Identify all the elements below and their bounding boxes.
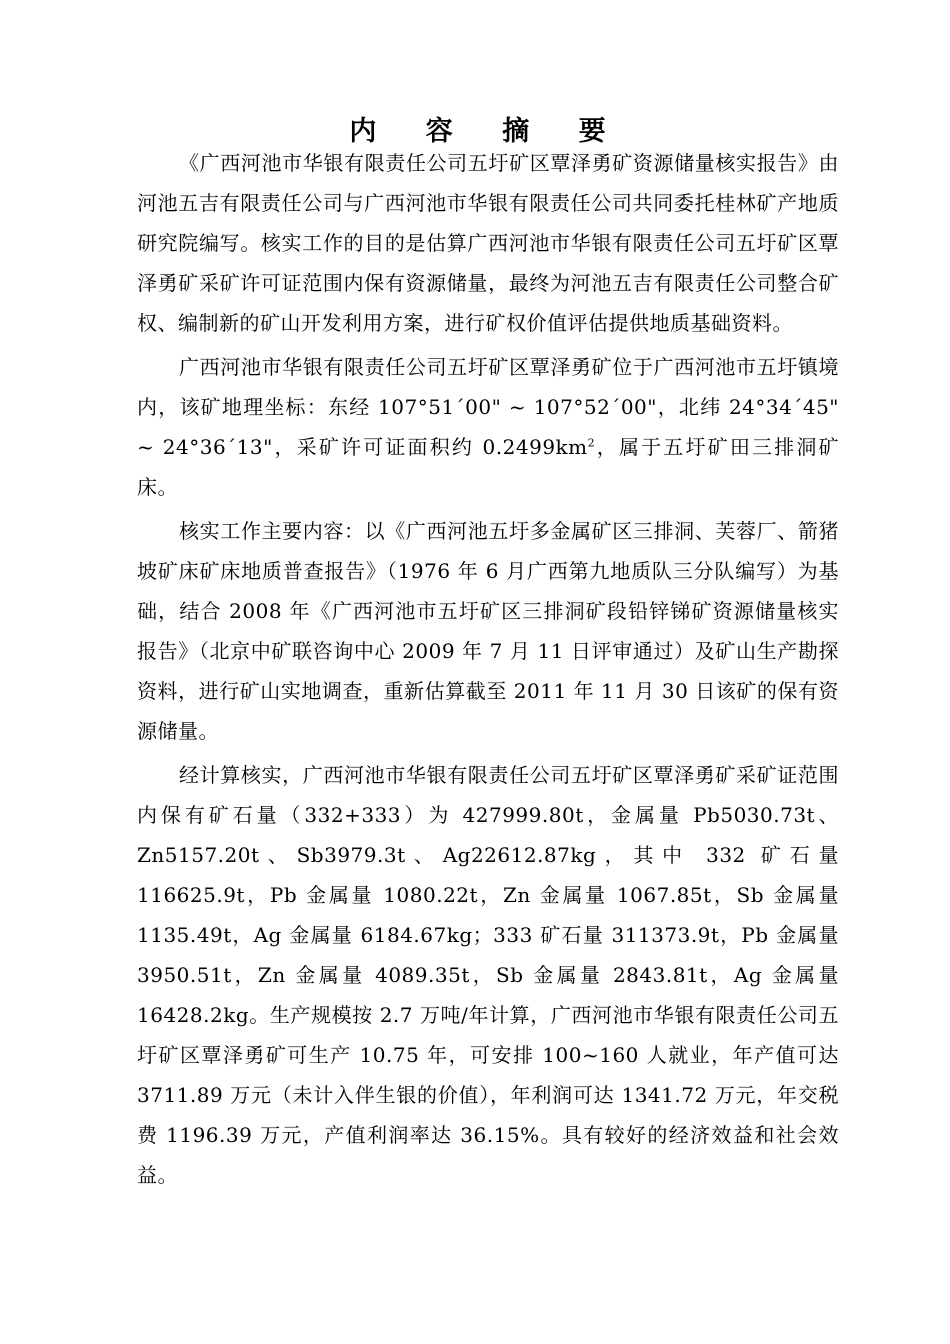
page-title: 内 容 摘 要 <box>349 116 626 147</box>
area-unit-superscript: 2 <box>587 436 596 450</box>
location-text: 广西河池市华银有限责任公司五圩矿区覃泽勇矿位于广西河池市五圩镇境内，该矿地理坐标：东经 107°51´00" ~ 107°52´00"，北纬 24°34´45" ~ 24°36´13"，采矿许可证面积约 0.2499km <box>137 355 839 459</box>
paragraph-report-purpose: 《广西河池市华银有限责任公司五圩矿区覃泽勇矿资源储量核实报告》由河池五吉有限责任公司与广西河池市华银有限责任公司共同委托桂林矿产地质研究院编写。核实工作的目的是估算广西河池市华银有限责任公司五圩矿区覃泽勇矿采矿许可证范围内保有资源储量，最终为河池五吉有限责任公司整合矿权、编制新的矿山开发利用方案，进行矿权价值评估提供地质基础资料。 <box>137 151 839 335</box>
paragraph-results: 经计算核实，广西河池市华银有限责任公司五圩矿区覃泽勇矿采矿证范围内保有矿石量（332+333）为 427999.80t，金属量 Pb5030.73t、Zn5157.20t、Sb3979.3t、Ag22612.87kg，其中 332 矿石量 116625.9t，Pb 金属量 1080.22t，Zn 金属量 1067.85t，Sb 金属量 1135.49t，Ag 金属量 6184.67kg；333 矿石量 311373.9t，Pb 金属量 3950.51t，Zn 金属量 4089.35t，Sb 金属量 2843.81t，Ag 金属量 16428.2kg。生产规模按 2.7 万吨/年计算，广西河池市华银有限责任公司五圩矿区覃泽勇矿可生产 10.75 年，可安排 100~160 人就业，年产值可达 3711.89 万元（未计入伴生银的价值），年利润可达 1341.72 万元，年交税费 1196.39 万元，产值利润率达 36.15%。具有较好的经济效益和社会效益。 <box>137 763 839 1187</box>
paragraph-location <box>137 347 839 507</box>
abstract-body <box>137 143 839 1195</box>
location-text-end: ，属于五圩矿田三排洞矿床。 <box>137 435 839 499</box>
paragraph-work-content: 核实工作主要内容：以《广西河池五圩多金属矿区三排洞、芙蓉厂、箭猪坡矿床矿床地质普查报告》（1976 年 6 月广西第九地质队三分队编写）为基础，结合 2008 年《广西河池市五圩矿区三排洞矿段铅锌锑矿资源储量核实报告》（北京中矿联咨询中心 2009 年 7 月 11 日评审通过）及矿山生产勘探资料，进行矿山实地调查，重新估算截至 2011 年 11 月 30 日该矿的保有资源储量。 <box>137 519 839 743</box>
